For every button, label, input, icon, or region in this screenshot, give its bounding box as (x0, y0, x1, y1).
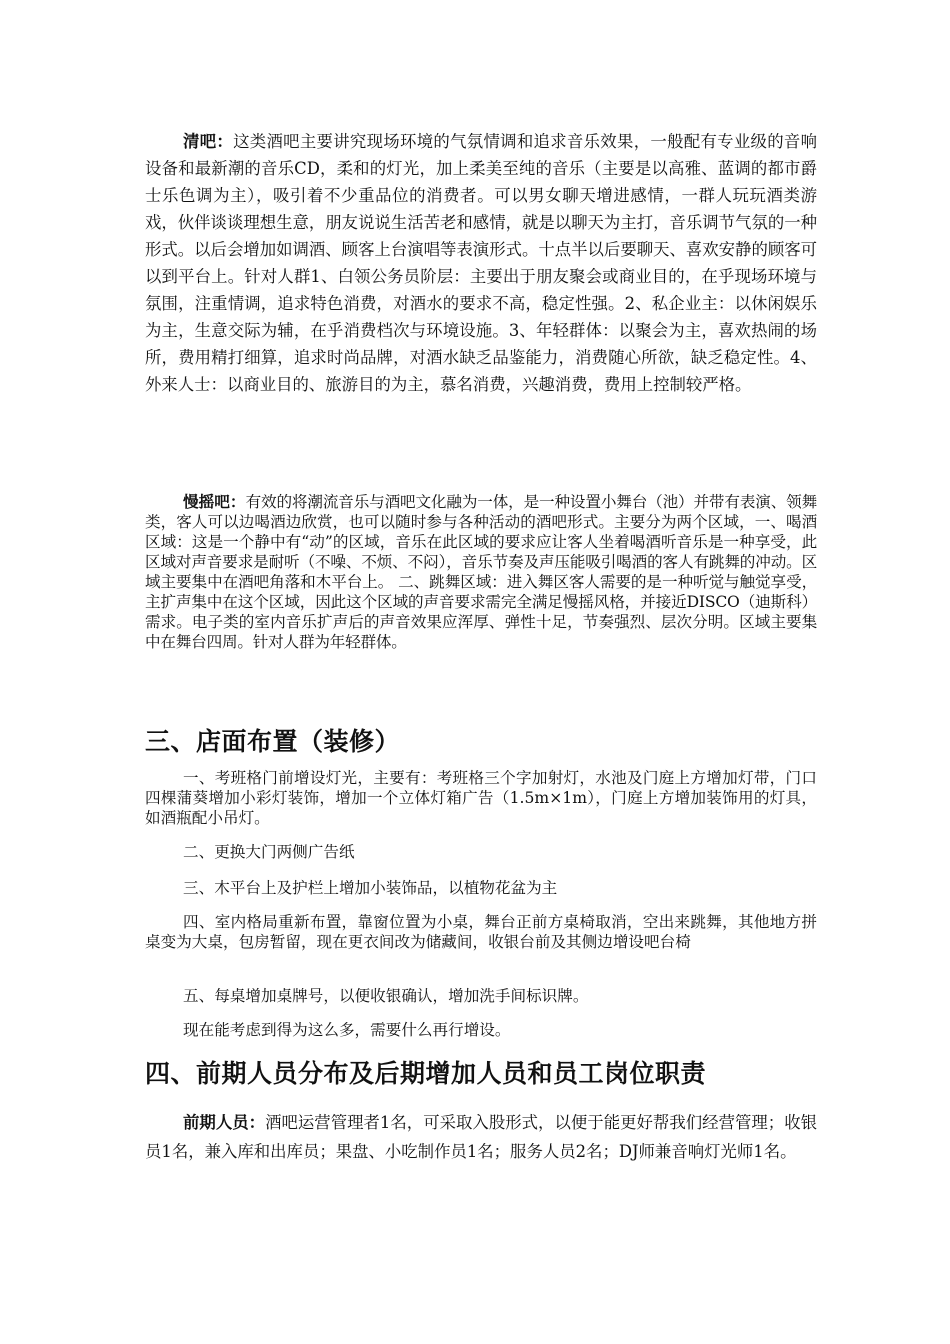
term-staff: 前期人员： (183, 1113, 266, 1132)
list-item-5: 五、每桌增加桌牌号，以便收银确认，增加洗手间标识牌。 (183, 987, 589, 1005)
text-manyaoba: 有效的将潮流音乐与酒吧文化融为一体，是一种设置小舞台（池）并带有表演、领舞类，客人可以边喝酒边欣赏，也可以随时参与各种活动的酒吧形式。主要分为两个区域，一、喝酒区域：这是一个静中有“动”的区域，音乐在此区域的要求应让客人坐着喝酒听音乐是一种享受，此区域对声音要求是耐听（不噪、不烦、不闷），音乐节奏及声压能吸引喝酒的客人有跳舞的冲动。区域主要集中在酒吧角落和木平台上。 二、跳舞区域：进入舞区客人需要的是一种听觉与触觉享受，主扩声集中在这个区域，因此这个区域的声音要求需完全满足慢摇风格，并接近DISCO（迪斯科）需求。电子类的室内音乐扩声后的声音效果应浑厚、弹性十足，节奏强烈、层次分明。区域主要集中在舞台四周。针对人群为年轻群体。 (145, 493, 817, 651)
paragraph-qingba (145, 128, 817, 398)
list-item-1: 一、考班格门前增设灯光，主要有：考班格三个字加射灯，水池及门庭上方增加灯带，门口四棵蒲葵增加小彩灯装饰，增加一个立体灯箱广告（1.5m×1m），门庭上方增加装饰用的灯具，如酒瓶配小吊灯。 (145, 769, 817, 827)
term-qingba: 清吧： (183, 132, 234, 151)
heading-store-layout: 三、店面布置（装修） (145, 727, 401, 756)
text-qingba: 这类酒吧主要讲究现场环境的气氛情调和追求音乐效果，一般配有专业级的音响设备和最新潮的音乐CD，柔和的灯光，加上柔美至纯的音乐（主要是以高雅、蓝调的都市爵士乐色调为主），吸引着不少重品位的消费者。可以男女聊天增进感情，一群人玩玩酒类游戏，伙伴谈谈理想生意，朋友说说生活苦老和感情，就是以聊天为主打，音乐调节气氛的一种形式。以后会增加如调酒、顾客上台演唱等表演形式。十点半以后要聊天、喜欢安静的顾客可以到平台上。针对人群1、白领公务员阶层：主要出于朋友聚会或商业目的，在乎现场环境与氛围，注重情调，追求特色消费，对酒水的要求不高，稳定性强。2、私企业主：以休闲娱乐为主，生意交际为辅，在乎消费档次与环境设施。3、年轻群体：以聚会为主，喜欢热闹的场所，费用精打细算，追求时尚品牌，对酒水缺乏品鉴能力，消费随心所欲，缺乏稳定性。4、外来人士：以商业目的、旅游目的为主，慕名消费，兴趣消费，费用上控制较严格。 (145, 132, 818, 394)
list-item-3: 三、木平台上及护栏上增加小装饰品，以植物花盆为主 (183, 879, 558, 897)
term-manyaoba: 慢摇吧： (183, 492, 246, 511)
heading-staffing: 四、前期人员分布及后期增加人员和员工岗位职责 (145, 1059, 707, 1088)
list-item-2: 二、更换大门两侧广告纸 (183, 843, 355, 861)
list-item-4: 四、室内格局重新布置，靠窗位置为小桌，舞台正前方桌椅取消，空出来跳舞，其他地方拼桌变为大桌，包房暂留，现在更衣间改为储藏间，收银台前及其侧边增设吧台椅 (145, 913, 817, 951)
closing-note: 现在能考虑到得为这么多，需要什么再行增设。 (183, 1021, 511, 1039)
paragraph-manyaoba (145, 492, 817, 652)
text-staff: 酒吧运营管理者1名，可采取入股形式，以便于能更好帮我们经营管理；收银员1名，兼入库和出库员；果盘、小吃制作员1名；服务人员2名；DJ师兼音响灯光师1名。 (145, 1113, 818, 1161)
paragraph-staff (145, 1108, 817, 1166)
